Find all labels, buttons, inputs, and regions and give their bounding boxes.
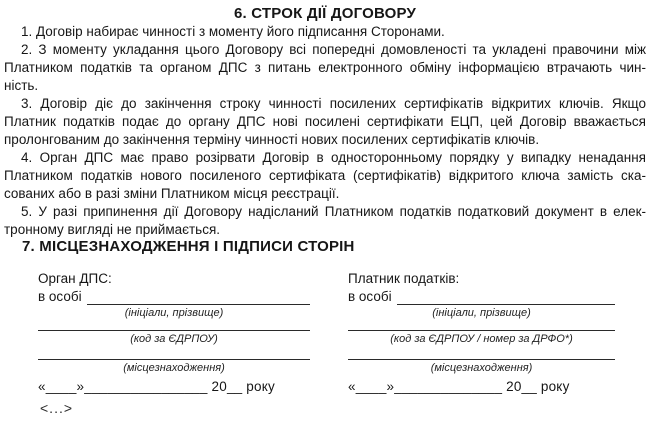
date-line: «____»________________ 20__ року [38,379,275,394]
text-line: тронному вигляді не приймається. [4,222,221,237]
text-line: 5. У разі припинення дії Договору надісланий Платником податків податковий документ в елек- [21,204,646,219]
signature-column-dps-authority [38,271,310,395]
text-line: сованих або в разі зміни Платником місця реєстрації. [4,186,340,201]
paragraph [4,23,646,41]
caption-initials-surname: (ініціали, прізвище) [124,307,224,319]
in-person-row [38,287,310,305]
paragraph [4,41,646,95]
text-line: Платником податків нового посиленого сертифіката (сертифікатів) відкритого ключа замість ска- [4,168,646,183]
party-name: Орган ДПС: [38,271,112,286]
section6-title: 6. СТРОК ДІЇ ДОГОВОРУ [233,5,417,22]
text-line: 2. З моменту укладання цього Договору всі попередні домовленості та укладені правочини між [21,42,646,57]
caption-edrpou-drfo-code: (код за ЄДРПОУ / номер за ДРФО*) [390,333,573,345]
caption-initials-surname: (ініціали, прізвище) [432,307,531,319]
paragraph [4,95,646,149]
blank-line [38,330,310,331]
text-line: Платник податків подає до органу ДПС нові посилені сертифікати ЕЦП, цей Договір вважається [4,114,646,129]
section7-title: 7. МІСЦЕЗНАХОДЖЕННЯ І ПІДПИСИ СТОРІН [22,238,355,255]
party-name: Платник податків: [348,271,460,286]
text-line: 3. Договір діє до закінчення строку чинності посилених сертифікатів відкритих ключів. Якщо [21,96,646,111]
blank-line [348,359,615,360]
caption-edrpou-code: (код за ЄДРПОУ) [130,333,218,345]
section6-body [4,23,646,239]
truncation-marker: <...> [40,400,74,416]
text-line: 1. Договір набирає чинності з моменту його підписання Сторонами. [21,24,445,39]
paragraph [4,149,646,203]
in-person-row [348,287,615,305]
blank-line [87,291,310,305]
paragraph [4,203,646,239]
in-person-label: в особі [38,289,82,304]
blank-line [397,291,615,305]
signature-column-taxpayer [348,271,615,395]
text-line: ність. [4,78,39,93]
text-line: 4. Орган ДПС має право розірвати Договір в односторонньому порядку у випадку ненадання [21,150,646,165]
text-line: Платником податків та органом ДПС з питань електронного обміну інформацією втрачають чин- [4,60,646,75]
caption-location: (місцезнаходження) [123,362,225,374]
date-line: «____»______________ 20__ року [348,379,570,394]
text-line: пролонгованим до закінчення терміну чинності нових посилених сертифікатів ключів. [4,132,540,147]
caption-location: (місцезнаходження) [430,362,533,374]
in-person-label: в особі [348,289,392,304]
blank-line [38,359,310,360]
blank-line [348,330,615,331]
